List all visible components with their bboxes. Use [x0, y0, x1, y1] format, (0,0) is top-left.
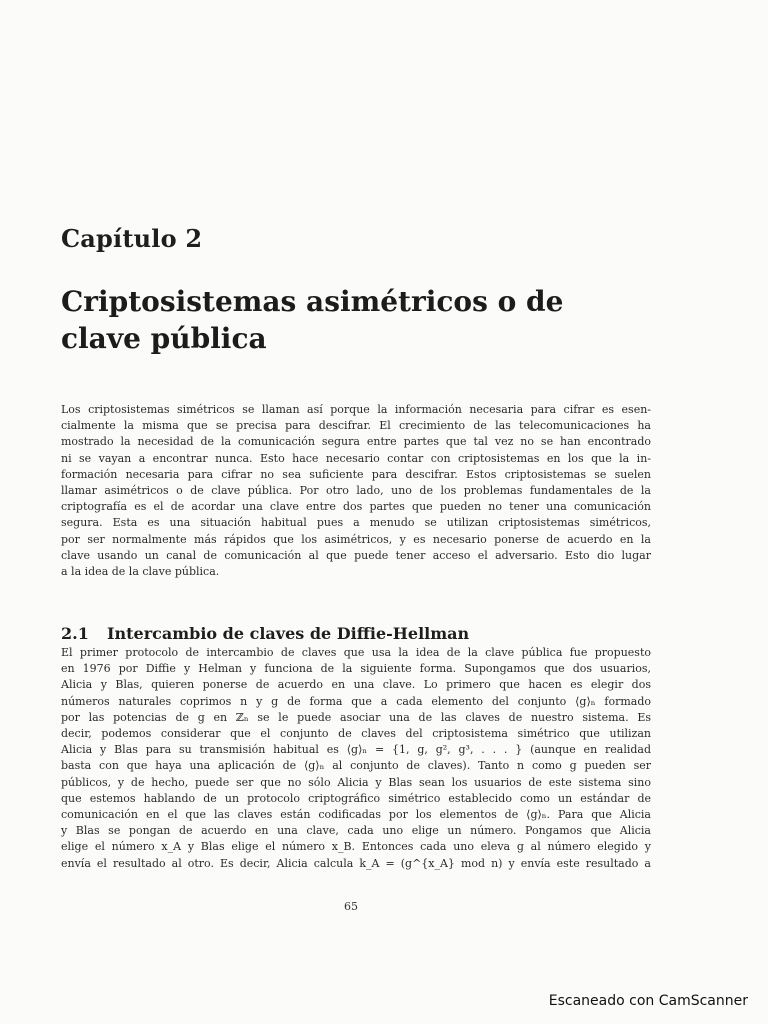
chapter-title [61, 283, 701, 357]
page-number: 65 [344, 900, 358, 913]
chapter-title-line: clave pública [61, 322, 267, 355]
text-line: mostrado la necesidad de la comunicación segura entre partes que tal vez no se han encontrado [61, 435, 651, 449]
text-line: por ser normalmente más rápidos que los asimétricos, y es necesario ponerse de acuerdo en la [61, 532, 651, 546]
scanner-watermark: Escaneado con CamScanner [548, 993, 748, 1009]
intro-paragraph [61, 402, 651, 580]
section-number: 2.1 [61, 624, 89, 644]
text-line: a la idea de la clave pública. [61, 565, 220, 579]
text-line: llamar asimétricos o de clave pública. Por otro lado, uno de los problemas fundamentales de la [61, 484, 651, 498]
text-line: públicos, y de hecho, puede ser que no sólo Alicia y Blas sean los usuarios de este sistema sino [61, 775, 651, 789]
text-line: por las potencias de g en ℤₙ se le puede asociar una de las claves de nuestro sistema. Es [61, 710, 651, 724]
text-line: comunicación en el que las claves están codificadas por los elementos de ⟨g⟩ₙ. Para que Alicia [61, 808, 651, 822]
text-line: Alicia y Blas para su transmisión habitual es ⟨g⟩ₙ = {1, g, g², g³, . . . } (aunque en realidad [61, 743, 651, 757]
text-line: que estemos hablando de un protocolo criptográfico simétrico establecido como un estándar de [61, 791, 651, 805]
section-paragraph [61, 645, 651, 872]
text-line: segura. Esta es una situación habitual pues a menudo se utilizan criptosistemas simétricos, [61, 516, 651, 530]
text-line: formación necesaria para cifrar no sea suficiente para descifrar. Estos criptosistemas se suelen [61, 467, 651, 481]
text-line: y Blas se pongan de acuerdo en una clave, cada uno elige un número. Pongamos que Alicia [61, 824, 651, 838]
text-line: cialmente la misma que se precisa para descifrar. El crecimiento de las telecomunicaciones ha [61, 419, 651, 433]
text-line: Los criptosistemas simétricos se llaman así porque la información necesaria para cifrar es esen- [61, 403, 651, 416]
text-line: decir, podemos considerar que el conjunto de claves del criptosistema simétrico que utilizan [61, 727, 651, 741]
section-heading [61, 624, 469, 643]
text-line: criptografía es el de acordar una clave entre dos partes que pueden no tener una comunicación [61, 500, 651, 514]
text-line: El primer protocolo de intercambio de claves que usa la idea de la clave pública fue propuesto [61, 646, 651, 659]
text-line: en 1976 por Diffie y Helman y funciona de la siguiente forma. Supongamos que dos usuarios, [61, 662, 651, 676]
text-line: envía el resultado al otro. Es decir, Alicia calcula k_A = (g^{x_A} mod n) y envía este resultado a [61, 856, 651, 870]
text-line: elige el número x_A y Blas elige el número x_B. Entonces cada uno eleva g al número elegido y [61, 840, 651, 854]
text-line: clave usando un canal de comunicación al que puede tener acceso el adversario. Esto dio lugar [61, 548, 651, 562]
text-line: Alicia y Blas, quieren ponerse de acuerdo en una clave. Lo primero que hacen es elegir dos [61, 678, 651, 692]
chapter-label: Capítulo 2 [61, 224, 203, 253]
text-line: números naturales coprimos n y g de forma que a cada elemento del conjunto ⟨g⟩ₙ formado [61, 694, 651, 708]
text-line: basta con que haya una aplicación de ⟨g⟩ₙ al conjunto de claves). Tanto n como g pueden ser [61, 759, 651, 773]
chapter-title-line: Criptosistemas asimétricos o de [61, 285, 564, 318]
section-title: Intercambio de claves de Diffie-Hellman [107, 624, 470, 644]
text-line: ni se vayan a encontrar nunca. Esto hace necesario contar con criptosistemas en los que la in- [61, 451, 651, 465]
